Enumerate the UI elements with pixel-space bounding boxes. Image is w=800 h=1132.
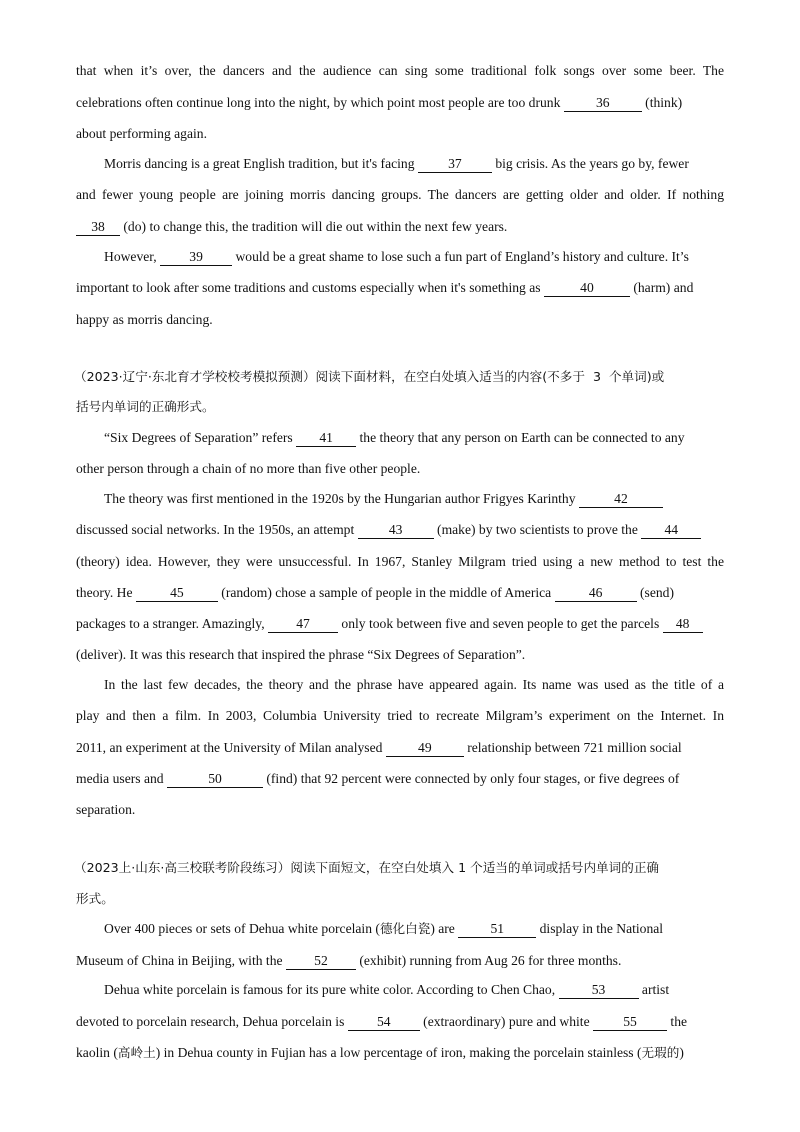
text-segment: (make) by two scientists to prove the [433, 522, 642, 537]
text-line: other person through a chain of no more than five other people. [76, 461, 421, 476]
answer-blank-42[interactable]: 42 [579, 492, 663, 508]
text-segment: theory. He [76, 585, 136, 600]
answer-blank-36[interactable]: 36 [564, 96, 642, 112]
text-line [104, 155, 724, 173]
text-segment: discussed social networks. In the 1950s, an attempt [76, 522, 358, 537]
text-segment: (find) that 92 percent were connected by only four stages, or five degrees of [262, 771, 680, 786]
text-line: In the last few decades, the theory and the phrase have appeared again. Its name was used as the title of a [104, 677, 724, 692]
text-line [76, 521, 736, 539]
section-header: 括号内单词的正确形式。 [76, 399, 215, 414]
text-segment: would be a great shame to lose such a fun part of England’s history and culture. It’s [232, 249, 689, 264]
text-line [76, 1013, 724, 1031]
text-segment: the [667, 1014, 688, 1029]
text-segment: The theory was first mentioned in the 1920s by the Hungarian author Frigyes Karinthy [104, 491, 579, 506]
text-segment: devoted to porcelain research, Dehua porcelain is [76, 1014, 348, 1029]
text-segment: (harm) and [629, 280, 694, 295]
text-line: (deliver). It was this research that inspired the phrase “Six Degrees of Separation”. [76, 647, 526, 662]
answer-blank-50[interactable]: 50 [167, 772, 263, 788]
answer-blank-41[interactable]: 41 [296, 431, 356, 447]
text-segment: ) are [430, 921, 459, 936]
text-segment: Dehua white porcelain is famous for its pure white color. According to Chen Chao, [104, 982, 559, 997]
text-line [76, 770, 724, 788]
text-segment: 高岭土 [117, 1045, 156, 1060]
text-line [76, 739, 724, 757]
answer-blank-45[interactable]: 45 [136, 586, 218, 602]
answer-blank-47[interactable]: 47 [268, 617, 338, 633]
text-line: (theory) idea. However, they were unsuccessful. In 1967, Stanley Milgram tried using a new method to test the [76, 554, 724, 569]
text-segment: important to look after some traditions and customs especially when it's something as [76, 280, 544, 295]
text-segment: ) in Dehua county in Fujian has a low percentage of iron, making the porcelain stainless ( [155, 1045, 642, 1060]
text-segment: Morris dancing is a great English tradition, but it's facing [104, 156, 418, 171]
text-segment: 德化白瓷 [379, 921, 431, 936]
text-segment: (do) to change this, the tradition will die out within the next few years. [120, 219, 508, 234]
text-line [76, 94, 724, 112]
text-segment: (exhibit) running from Aug 26 for three months. [355, 953, 622, 968]
text-segment: celebrations often continue long into the night, by which point most people are too drunk [76, 95, 564, 110]
answer-blank-48[interactable]: 48 [663, 617, 703, 633]
answer-blank-53[interactable]: 53 [559, 983, 639, 999]
answer-blank-46[interactable]: 46 [555, 586, 637, 602]
text-line [104, 248, 724, 266]
text-segment: (random) chose a sample of people in the middle of America [217, 585, 555, 600]
text-line [104, 490, 750, 508]
text-segment: media users and [76, 771, 167, 786]
text-segment: (send) [636, 585, 674, 600]
section-header: （2023上·山东·高三校联考阶段练习）阅读下面短文，在空白处填入 1 个适当的单词或括号内单词的正确 [74, 860, 660, 875]
answer-blank-55[interactable]: 55 [593, 1015, 667, 1031]
text-line: about performing again. [76, 126, 207, 141]
text-line [76, 1044, 728, 1062]
text-line: happy as morris dancing. [76, 312, 213, 327]
text-segment: big crisis. As the years go by, fewer [491, 156, 689, 171]
text-segment: kaolin ( [76, 1045, 118, 1060]
text-segment: packages to a stranger. Amazingly, [76, 616, 269, 631]
text-line [104, 429, 724, 447]
text-segment: Museum of China in Beijing, with the [76, 953, 286, 968]
answer-blank-49[interactable]: 49 [386, 741, 464, 757]
text-line: that when it’s over, the dancers and the audience can sing some traditional folk songs over some beer. The [76, 63, 724, 78]
text-line: play and then a film. In 2003, Columbia University tried to recreate Milgram’s experiment on the Internet. In [76, 708, 724, 723]
text-line [76, 279, 724, 297]
text-line [76, 218, 507, 236]
answer-blank-43[interactable]: 43 [358, 523, 434, 539]
text-segment: (think) [641, 95, 683, 110]
text-segment: (extraordinary) pure and white [419, 1014, 594, 1029]
text-line: and fewer young people are joining morris dancing groups. The dancers are getting older and older. If nothing [76, 187, 724, 202]
section-header: 形式。 [76, 891, 114, 906]
text-segment: artist [638, 982, 670, 997]
text-segment: However, [104, 249, 161, 264]
text-line: separation. [76, 802, 136, 817]
text-segment: only took between five and seven people to get the parcels [338, 616, 663, 631]
answer-blank-40[interactable]: 40 [544, 281, 630, 297]
text-segment: display in the National [536, 921, 664, 936]
text-segment: Over 400 pieces or sets of Dehua white porcelain ( [104, 921, 380, 936]
text-segment: the theory that any person on Earth can be connected to any [356, 430, 685, 445]
answer-blank-52[interactable]: 52 [286, 954, 356, 970]
answer-blank-44[interactable]: 44 [641, 523, 701, 539]
text-segment: ) [679, 1045, 684, 1060]
text-segment: relationship between 721 million social [463, 740, 682, 755]
answer-blank-54[interactable]: 54 [348, 1015, 420, 1031]
text-line [76, 615, 736, 633]
text-line [104, 920, 724, 938]
text-line [104, 981, 724, 999]
answer-blank-37[interactable]: 37 [418, 157, 492, 173]
text-line [76, 584, 724, 602]
text-line [76, 952, 724, 970]
text-segment: 2011, an experiment at the University of Milan analysed [76, 740, 386, 755]
answer-blank-39[interactable]: 39 [160, 250, 232, 266]
section-header: （2023·辽宁·东北育才学校校考模拟预测）阅读下面材料，在空白处填入适当的内容(不多于 3 个单词)或 [74, 369, 665, 384]
text-segment: “Six Degrees of Separation” refers [104, 430, 297, 445]
answer-blank-38[interactable]: 38 [76, 220, 120, 236]
text-segment: 无瑕的 [641, 1045, 680, 1060]
answer-blank-51[interactable]: 51 [458, 922, 536, 938]
